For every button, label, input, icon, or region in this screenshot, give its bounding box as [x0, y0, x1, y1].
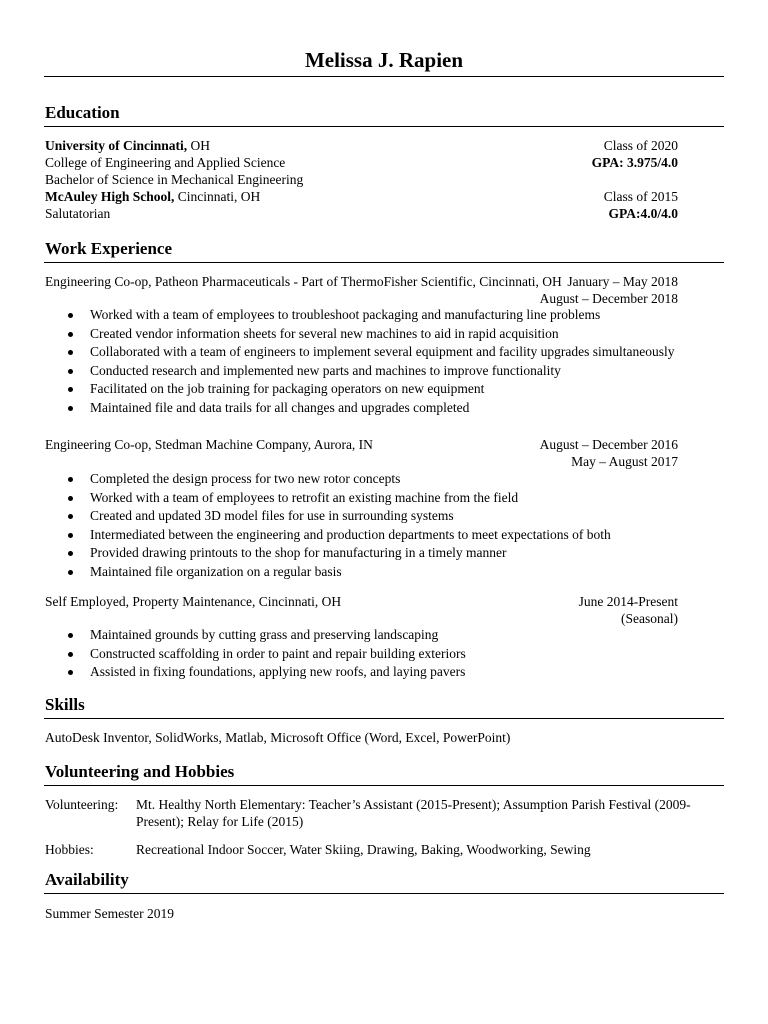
list-item: Conducted research and implemented new parts and machines to improve functionality [45, 362, 725, 381]
education-heading: Education [45, 103, 120, 122]
hobbies-label: Hobbies: [45, 842, 94, 857]
job-title: Self Employed, Property Maintenance, Cincinnati, OH [45, 594, 342, 609]
list-item: Facilitated on the job training for packaging operators on new equipment [45, 380, 725, 399]
list-item: Created and updated 3D model files for use in surrounding systems [45, 507, 725, 526]
list-item: Maintained file and data trails for all changes and upgrades completed [45, 399, 725, 418]
graduation-date: Class of 2015 [603, 189, 678, 204]
list-item: Intermediated between the engineering and production departments to meet expectations of both [45, 526, 725, 545]
honor: Salutatorian [45, 206, 111, 221]
list-item: Constructed scaffolding in order to paint and repair building exteriors [45, 645, 725, 664]
job-title: Engineering Co-op, Patheon Pharmaceuticals - Part of ThermoFisher Scientific, Cincinnati, OH [45, 274, 562, 289]
job-date: January – May 2018 [567, 274, 678, 289]
availability-text: Summer Semester 2019 [45, 906, 174, 921]
job-date: May – August 2017 [571, 454, 678, 469]
job-title: Engineering Co-op, Stedman Machine Company, Aurora, IN [45, 437, 373, 452]
job-date: (Seasonal) [621, 611, 678, 626]
job-date: August – December 2016 [539, 437, 678, 452]
job-bullets [45, 470, 725, 582]
hobbies-text: Recreational Indoor Soccer, Water Skiing, Drawing, Baking, Woodworking, Sewing [136, 842, 591, 857]
college-name: College of Engineering and Applied Science [45, 155, 286, 170]
list-item: Provided drawing printouts to the shop for manufacturing in a timely manner [45, 544, 725, 563]
graduation-date: Class of 2020 [603, 138, 678, 153]
list-item: Worked with a team of employees to retrofit an existing machine from the field [45, 489, 725, 508]
job-bullets [45, 626, 725, 682]
work-experience-heading: Work Experience [45, 239, 173, 258]
skills-divider [44, 718, 724, 719]
list-item: Assisted in fixing foundations, applying new roofs, and laying pavers [45, 663, 725, 682]
resume-name: Melissa J. Rapien [304, 48, 464, 72]
volunteering-heading: Volunteering and Hobbies [45, 762, 235, 781]
list-item: Maintained file organization on a regular basis [45, 563, 725, 582]
list-item: Created vendor information sheets for several new machines to aid in rapid acquisition [45, 325, 725, 344]
name-divider [44, 76, 724, 77]
school-name: University of Cincinnati, [45, 138, 188, 153]
education-divider [44, 126, 724, 127]
skills-heading: Skills [45, 695, 85, 714]
school-location: Cincinnati, OH [174, 189, 261, 204]
list-item: Maintained grounds by cutting grass and preserving landscaping [45, 626, 725, 645]
availability-divider [44, 893, 724, 894]
school-location: OH [187, 138, 211, 153]
work-divider [44, 262, 724, 263]
school-name: McAuley High School, [45, 189, 175, 204]
volunteering-label: Volunteering: [45, 797, 119, 812]
list-item: Collaborated with a team of engineers to implement several equipment and facility upgrades simultaneously [45, 343, 725, 362]
job-date: June 2014-Present [578, 594, 678, 609]
degree: Bachelor of Science in Mechanical Engineering [45, 172, 304, 187]
volunteering-divider [44, 785, 724, 786]
gpa: GPA:4.0/4.0 [608, 206, 678, 221]
job-date: August – December 2018 [539, 291, 678, 306]
volunteering-text: Mt. Healthy North Elementary: Teacher’s Assistant (2015-Present); Assumption Parish Festival (2009-Present); Relay for Life (2015) [136, 797, 691, 829]
availability-heading: Availability [45, 870, 129, 889]
skills-text: AutoDesk Inventor, SolidWorks, Matlab, Microsoft Office (Word, Excel, PowerPoint) [45, 730, 511, 745]
list-item: Completed the design process for two new rotor concepts [45, 470, 725, 489]
gpa: GPA: 3.975/4.0 [591, 155, 678, 170]
list-item: Worked with a team of employees to troubleshoot packaging and manufacturing line problems [45, 306, 725, 325]
job-bullets [45, 306, 725, 418]
